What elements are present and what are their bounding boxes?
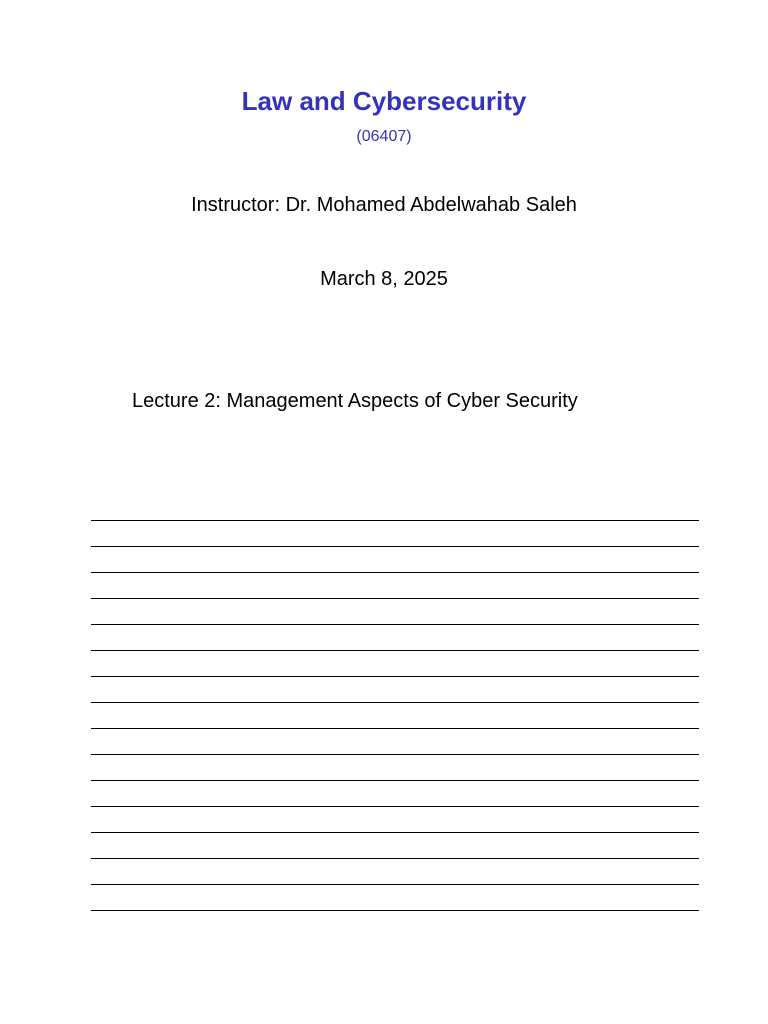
ruled-line [91,728,699,754]
ruled-line [91,910,699,912]
date-line: March 8, 2025 [320,268,448,290]
ruled-line [91,832,699,858]
ruled-line [91,650,699,676]
lecture-title: Lecture 2: Management Aspects of Cyber Security [132,390,578,412]
ruled-line [91,676,699,702]
ruled-line [91,884,699,910]
instructor-line: Instructor: Dr. Mohamed Abdelwahab Saleh [191,194,577,216]
course-code: (06407) [356,128,412,145]
ruled-line [91,546,699,572]
ruled-line [91,598,699,624]
ruled-line [91,806,699,832]
ruled-line [91,780,699,806]
ruled-line [91,858,699,884]
ruled-line [91,754,699,780]
ruled-note-lines [91,520,699,912]
ruled-line [91,572,699,598]
ruled-line [91,520,699,546]
ruled-line [91,624,699,650]
ruled-line [91,702,699,728]
course-title: Law and Cybersecurity [241,86,527,116]
